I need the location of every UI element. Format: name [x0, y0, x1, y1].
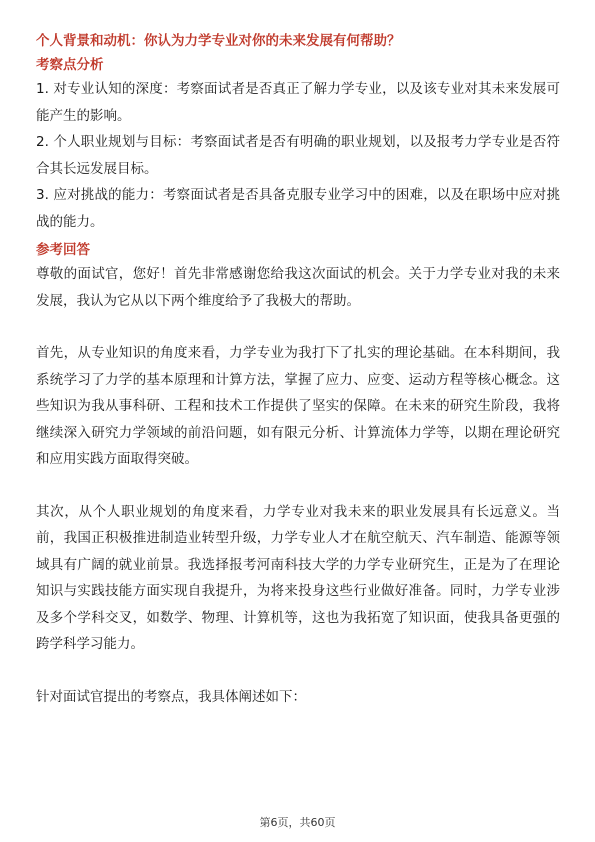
- answer-paragraph-career: 其次，从个人职业规划的角度来看，力学专业对我未来的职业发展具有长远意义。当前，我国正积极推进制造业转型升级，力学专业人才在航空航天、汽车制造、能源等领域具有广阔的就业前景。我选择报考河南科技大学的力学专业研究生，正是为了在理论知识与实践技能方面实现自我提升，为将来投身这些行业做好准备。同时，力学专业涉及多个学科交叉，如数学、物理、计算机等，这也为我拓宽了知识面，使我具备更强的跨学科学习能力。: [36, 503, 560, 652]
- question-title: 个人背景和动机：你认为力学专业对你的未来发展有何帮助？: [36, 33, 401, 49]
- answer-paragraph-knowledge: 首先，从专业知识的角度来看，力学专业为我打下了扎实的理论基础。在本科期间，我系统学习了力学的基本原理和计算方法，掌握了应力、应变、运动方程等核心概念。这些知识为我从事科研、工程和技术工作提供了坚实的保障。在未来的研究生阶段，我将继续深入研究力学领域的前沿问题，如有限元分析、计算流体力学等，以期在理论研究和应用实践方面取得突破。: [36, 345, 560, 467]
- analysis-item-3: 3. 应对挑战的能力：考察面试者是否具备克服专业学习中的困难，以及在职场中应对挑战的能力。: [36, 187, 560, 230]
- answer-heading: 参考回答: [36, 242, 90, 258]
- answer-paragraph-transition: 针对面试官提出的考察点，我具体阐述如下：: [36, 688, 306, 705]
- analysis-heading: 考察点分析: [36, 57, 104, 73]
- page-number: 第6页，共60页: [259, 816, 336, 829]
- answer-paragraph-intro: 尊敬的面试官，您好！首先非常感谢您给我这次面试的机会。关于力学专业对我的未来发展，我认为它从以下两个维度给予了我极大的帮助。: [36, 266, 560, 309]
- analysis-item-2: 2. 个人职业规划与目标：考察面试者是否有明确的职业规划，以及报考力学专业是否符合其长远发展目标。: [36, 134, 560, 177]
- document-page: [36, 30, 560, 710]
- analysis-item-1: 1. 对专业认知的深度：考察面试者是否真正了解力学专业，以及该专业对其未来发展可能产生的影响。: [36, 81, 560, 124]
